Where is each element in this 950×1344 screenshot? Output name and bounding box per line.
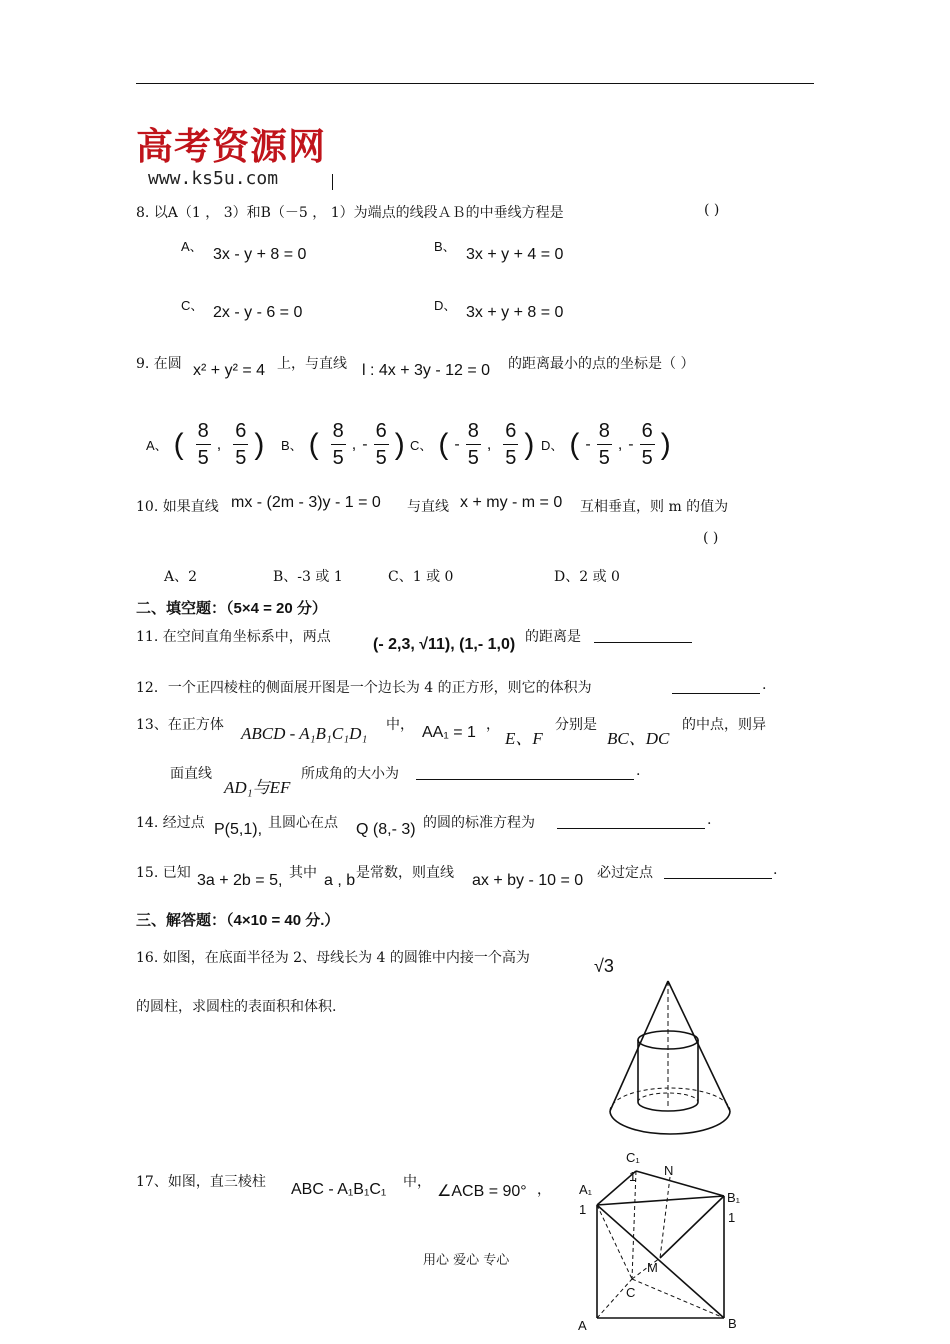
q9-option-d-frac2: $\frac{6}{5}$ [641, 420, 653, 469]
q9-option-a-frac2: $\frac{6}{5}$ [235, 420, 247, 469]
q9-option-c-label: C、 [410, 438, 433, 453]
q8-option-b-value: 3x + y + 4 = 0 [466, 246, 564, 263]
q14-answer-line [557, 814, 705, 829]
q13-suffix: 的中点，则异 [682, 717, 766, 733]
q8-option-b-label: B、 [434, 239, 456, 254]
q15-end: . [773, 862, 778, 878]
q13-edge: AA₁ = 1 [422, 724, 476, 741]
q9-comma: , [216, 435, 222, 453]
q17-mid: 中， [403, 1174, 431, 1190]
prism-figure [572, 1148, 752, 1338]
q16-line1: 16. 如图，在底面半径为 2、母线长为 4 的圆锥中内接一个高为 [136, 950, 530, 966]
q9-circle: x² + y² = 4 [193, 362, 266, 379]
q14-q: Q (8,- 3) [356, 821, 416, 838]
q9-option-d-sign2: - [628, 435, 634, 453]
q14-end: . [707, 812, 712, 828]
q13-line2-suffix: 所成角的大小为 [301, 766, 399, 782]
q12-end: . [762, 677, 767, 693]
q8-text: 8. 以A（1 ， 3）和B（－5 ， 1）为端点的线段ＡＢ的中垂线方程是 [136, 205, 564, 221]
q9-paren-close: ) [254, 427, 265, 461]
q9-paren-open: ( [173, 427, 184, 461]
q13-lines: AD₁与EF [224, 778, 291, 797]
logo [136, 124, 336, 194]
page-footer: 用心 爱心 专心 [423, 1253, 510, 1268]
q9-option-b-frac2: $\frac{6}{5}$ [375, 420, 387, 469]
q10-option-a: A、2 [164, 569, 198, 585]
q10-option-d: D、2 或 0 [554, 569, 620, 585]
q9-option-d-frac1: $\frac{8}{5}$ [598, 420, 610, 469]
q10-suffix: 互相垂直，则 m 的值为 [580, 499, 729, 515]
q14-suffix: 的圆的标准方程为 [423, 815, 535, 831]
q15-vars: a , b [324, 872, 356, 889]
q8-option-c-label: C、 [181, 298, 204, 313]
q14-prefix: 14. 经过点 [136, 815, 205, 831]
logo-url: www.ks5u.com [148, 168, 279, 189]
label-n: N [664, 1163, 674, 1178]
q13-mid3: 分别是 [555, 717, 597, 733]
q9-option-a [146, 418, 264, 471]
q16-root: √3 [594, 956, 614, 976]
q9-option-d [541, 418, 671, 471]
q9-comma: , [351, 435, 357, 453]
label-c1-sub: 1 [629, 1169, 637, 1184]
q9-option-b [281, 418, 405, 471]
q17-prefix: 17、如图，直三棱柱 [136, 1174, 266, 1190]
q17-prism: ABC - A₁B₁C₁ [291, 1181, 387, 1198]
header-rule [136, 83, 814, 84]
q9-option-c-sign1: - [454, 435, 460, 453]
q13-prefix: 13、在正方体 [136, 717, 224, 733]
q9-option-d-sign1: - [585, 435, 591, 453]
q13-cube: ABCD - A₁B₁C₁D₁ [241, 724, 368, 743]
q12-text: 12．一个正四棱柱的侧面展开图是一个边长为 4 的正方形，则它的体积为 [136, 680, 592, 696]
q8-option-d-value: 3x + y + 8 = 0 [466, 304, 564, 321]
q11-suffix: 的距离是 [525, 629, 581, 645]
q9-option-c [410, 418, 534, 471]
q10-line1: mx - (2m - 3)y - 1 = 0 [231, 494, 381, 511]
label-a1-sub: 1 [579, 1202, 587, 1217]
logo-title: 高考资源网 [136, 125, 326, 168]
q10-line2: x + my - m = 0 [460, 494, 563, 511]
q9-option-a-label: A、 [146, 438, 168, 453]
q15-line: ax + by - 10 = 0 [472, 872, 584, 889]
label-a: A [578, 1318, 587, 1333]
q9-paren-open: ( [438, 427, 449, 461]
q9-comma: , [617, 435, 623, 453]
q17-angle: ∠ACB = 90° [437, 1183, 527, 1200]
q16-line2: 的圆柱，求圆柱的表面积和体积. [136, 999, 337, 1015]
q9-suffix: 的距离最小的点的坐标是（ ） [508, 356, 695, 372]
q13-answer-line [416, 765, 634, 780]
q14-p: P(5,1), [214, 821, 263, 838]
q10-mid: 与直线 [407, 499, 449, 515]
q11-answer-line [594, 628, 692, 643]
section-fill-in-title: 二、填空题：（5×4 = 20 分） [136, 600, 327, 617]
q13-mid2: ， [486, 717, 500, 733]
q12-answer-line [672, 679, 760, 694]
label-a1: A₁ [579, 1182, 593, 1197]
q9-option-c-frac1: $\frac{8}{5}$ [467, 420, 479, 469]
q9-line: l : 4x + 3y - 12 = 0 [362, 362, 491, 379]
label-c1: C₁ [626, 1150, 640, 1165]
label-b1: B₁ [727, 1190, 741, 1205]
q9-option-b-frac1: $\frac{8}{5}$ [332, 420, 344, 469]
q9-option-b-label: B、 [281, 438, 303, 453]
logo-cursor [332, 174, 333, 190]
q13-sides: BC、DC [607, 729, 670, 748]
q11-points: (- 2,3, √11), (1,- 1,0) [373, 636, 516, 653]
q9-paren-close: ) [524, 427, 535, 461]
q13-ef: E、F [505, 729, 543, 748]
q9-paren-close: ) [394, 427, 405, 461]
cone-cylinder-figure [600, 975, 750, 1147]
q9-prefix: 9. 在圆 [136, 356, 182, 372]
q15-eq: 3a + 2b = 5, [197, 872, 283, 889]
label-b1-sub: 1 [728, 1210, 736, 1225]
q8-option-c-value: 2x - y - 6 = 0 [213, 304, 303, 321]
q9-paren-close: ) [660, 427, 671, 461]
q9-option-d-label: D、 [541, 438, 564, 453]
q14-mid: 且圆心在点 [268, 815, 338, 831]
q10-option-c: C、1 或 0 [388, 569, 454, 585]
q9-mid: 上，与直线 [277, 356, 347, 372]
q8-option-a-label: A、 [181, 239, 203, 254]
label-c: C [626, 1285, 636, 1300]
q17-suffix: ， [537, 1182, 551, 1198]
q13-end: . [636, 763, 641, 779]
q9-paren-open: ( [569, 427, 580, 461]
q15-prefix: 15. 已知 [136, 865, 191, 881]
q8-blank: ( ) [704, 202, 720, 218]
q11-prefix: 11. 在空间直角坐标系中，两点 [136, 629, 331, 645]
section-solve-title: 三、解答题：（4×10 = 40 分.） [136, 912, 340, 929]
q15-suffix: 必过定点 [597, 865, 653, 881]
q8-option-a-value: 3x - y + 8 = 0 [213, 246, 307, 263]
q9-comma: , [486, 435, 492, 453]
q10-blank: ( ) [703, 530, 719, 546]
label-b: B [728, 1316, 737, 1331]
q15-answer-line [664, 864, 772, 879]
q9-option-b-sign2: - [362, 435, 368, 453]
q15-mid2: 是常数，则直线 [356, 865, 454, 881]
q9-option-c-frac2: $\frac{6}{5}$ [505, 420, 517, 469]
label-m: M [647, 1260, 658, 1275]
q15-mid: 其中 [289, 865, 317, 881]
q10-prefix: 10. 如果直线 [136, 499, 219, 515]
q10-option-b: B、-3 或 1 [273, 569, 343, 585]
q13-line2-prefix: 面直线 [170, 766, 212, 782]
q9-paren-open: ( [308, 427, 319, 461]
q13-mid1: 中， [386, 717, 414, 733]
q9-option-a-frac1: $\frac{8}{5}$ [197, 420, 209, 469]
q8-option-d-label: D、 [434, 298, 457, 313]
